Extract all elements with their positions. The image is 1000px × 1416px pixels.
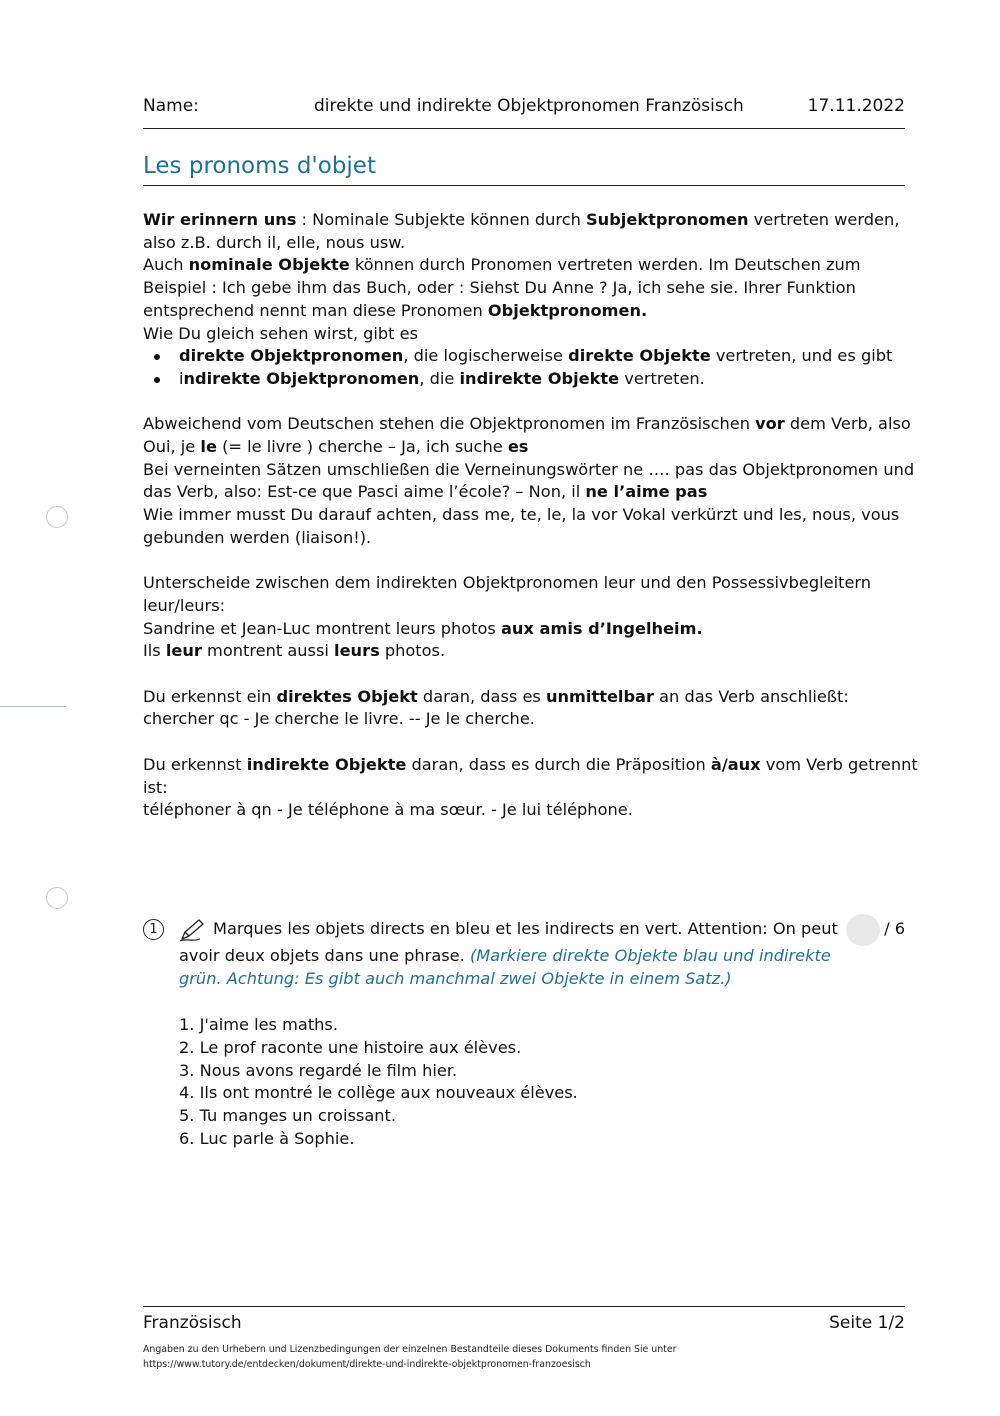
punch-hole-mark xyxy=(46,887,68,909)
header-rule xyxy=(143,128,905,129)
text-run: an das Verb anschließt: xyxy=(653,686,849,706)
score-field[interactable] xyxy=(846,914,880,946)
text-run: Du erkennst xyxy=(143,754,247,774)
text-run: dem Verb, also Oui, je xyxy=(143,414,911,457)
bold-term: ne l’aime pas xyxy=(585,482,708,502)
intro-paragraph xyxy=(143,323,923,346)
bold-term: Objektpronomen. xyxy=(487,300,648,320)
intro-paragraph xyxy=(143,254,923,322)
page-number: Seite 1/2 xyxy=(829,1313,905,1333)
text-run: daran, dass es durch die Präposition xyxy=(406,754,711,774)
bold-term: le xyxy=(200,437,217,457)
bold-term: indirekte Objekte xyxy=(459,368,620,388)
bold-term: vor xyxy=(755,414,785,434)
document-date: 17.11.2022 xyxy=(807,96,905,116)
text-run: , die xyxy=(419,368,460,388)
text-run: (= le livre ) cherche – Ja, ich suche xyxy=(216,437,508,457)
text-run: montrent aussi xyxy=(201,641,335,661)
text-run: vertreten werden, also z.B. durch il, elle, nous usw. xyxy=(143,210,900,252)
text-run: i xyxy=(179,368,184,388)
explanation-text xyxy=(143,209,923,822)
task-number-badge: 1 xyxy=(143,919,164,940)
footer-subject: Französisch xyxy=(143,1313,242,1333)
task-hint-german: (Markiere direkte Objekte blau und indirekte grün. Achtung: Es gibt auch manchmal zwei Objekte in einem Satz.) xyxy=(179,946,831,988)
text-run: Ils xyxy=(143,641,166,661)
bold-term: aux amis d’Ingelheim. xyxy=(501,618,703,638)
text-run: Abweichend vom Deutschen stehen die Objektpronomen im Französischen xyxy=(143,414,756,434)
page-title: Les pronoms d'objet xyxy=(143,153,376,179)
name-label: Name: xyxy=(143,96,199,116)
indirect-object-rule xyxy=(143,754,923,799)
fold-mark xyxy=(0,706,66,707)
leur-paragraph xyxy=(143,640,923,663)
task-instruction-text: avoir deux objets dans une phrase. xyxy=(179,946,465,965)
text-run: photos. xyxy=(379,641,446,661)
exercise-sentence: 5. Tu manges un croissant. xyxy=(179,1106,396,1126)
text-run: , die logischerweise xyxy=(403,346,569,366)
exercise-list xyxy=(179,1014,578,1151)
direct-object-rule xyxy=(143,686,923,709)
license-text: Angaben zu den Urhebern und Lizenzbedingungen der einzelnen Bestandteile dieses Dokuments finden Sie unter xyxy=(143,1344,677,1355)
text-run: Wie immer musst Du darauf achten, dass me, te, le, la vor Vokal verkürzt und les, nous, vous gebunden werden (liaison!). xyxy=(143,505,900,547)
word-order-paragraph xyxy=(143,413,923,458)
bold-term: indirekte Objekte xyxy=(246,754,407,774)
intro-paragraph xyxy=(143,209,923,254)
leur-paragraph xyxy=(143,572,923,617)
exercise-sentence: 1. J'aime les maths. xyxy=(179,1015,339,1034)
leur-paragraph xyxy=(143,618,923,641)
bold-term: Wir erinnern uns xyxy=(143,210,297,229)
pen-icon xyxy=(178,917,208,947)
text-run: vertreten. xyxy=(619,368,705,388)
bold-term: unmittelbar xyxy=(546,686,654,706)
text-run: daran, dass es xyxy=(417,686,546,706)
text-run: vom Verb getrennt ist: xyxy=(143,754,918,797)
document-title: direkte und indirekte Objektpronomen Französisch xyxy=(314,96,744,116)
list-item xyxy=(143,345,923,368)
text-run: Bei verneinten Sätzen umschließen die Verneinungswörter ne …. pas das Objektpronomen und das Verb, also: Est-ce que Pasci aime l’école? – Non, il xyxy=(143,459,915,502)
bold-term: Subjektpronomen xyxy=(586,210,749,229)
license-note xyxy=(143,1343,923,1372)
list-item xyxy=(143,368,923,391)
bold-term: nominale Objekte xyxy=(188,255,350,275)
text-run: Unterscheide zwischen dem indirekten Objektpronomen leur und den Possessivbegleitern leur/leurs: xyxy=(143,573,872,615)
exercise-sentence: 4. Ils ont montré le collège aux nouveaux élèves. xyxy=(179,1083,578,1103)
bold-term: à/aux xyxy=(710,754,761,774)
text-run: Wie Du gleich sehen wirst, gibt es xyxy=(143,323,419,343)
bold-term: leur xyxy=(165,641,202,661)
score-max: / 6 xyxy=(884,919,905,938)
text-run: Sandrine et Jean-Luc montrent leurs photos xyxy=(143,618,501,638)
text-run: chercher qc - Je cherche le livre. -- Je le cherche. xyxy=(143,709,535,729)
text-run: Auch xyxy=(143,255,189,275)
exercise-sentence: 2. Le prof raconte une histoire aux élèves. xyxy=(179,1037,522,1057)
pronoun-type-list xyxy=(143,345,923,390)
bold-term: leurs xyxy=(334,641,380,661)
punch-hole-mark xyxy=(46,506,68,528)
exercise-sentence: 6. Luc parle à Sophie. xyxy=(179,1128,355,1148)
text-run: : Nominale Subjekte können durch xyxy=(296,210,587,229)
direct-object-example xyxy=(143,708,923,731)
text-run: vertreten, und es gibt xyxy=(710,346,893,366)
word-order-paragraph xyxy=(143,459,923,504)
footer-rule xyxy=(143,1306,905,1307)
bold-term: ndirekte Objektpronomen xyxy=(183,368,420,388)
bold-term: direkte Objekte xyxy=(568,346,711,366)
word-order-paragraph xyxy=(143,504,923,549)
text-run: Du erkennst ein xyxy=(143,686,277,706)
indirect-object-example xyxy=(143,799,923,822)
text-run: téléphoner à qn - Je téléphone à ma sœur. - Je lui téléphone. xyxy=(143,800,633,820)
bold-term: direkte Objektpronomen xyxy=(179,346,404,366)
exercise-sentence: 3. Nous avons regardé le film hier. xyxy=(179,1060,458,1080)
bold-term: direktes Objekt xyxy=(276,686,418,706)
title-rule xyxy=(143,185,905,186)
license-link[interactable]: https://www.tutory.de/entdecken/dokument/direkte-und-indirekte-objektpronomen-franzoesisch xyxy=(143,1358,591,1370)
task-instruction: Marques les objets directs en bleu et les indirects en vert. Attention: On peut xyxy=(213,919,838,938)
bold-term: es xyxy=(507,437,529,457)
text-run: können durch Pronomen vertreten werden. Im Deutschen zum Beispiel : Ich gebe ihm das Buch, oder : Siehst Du Anne ? Ja, ich sehe sie. Ihrer Funktion entsprechend nennt man diese Pronomen xyxy=(143,255,861,320)
task-instruction-continued xyxy=(179,945,839,990)
